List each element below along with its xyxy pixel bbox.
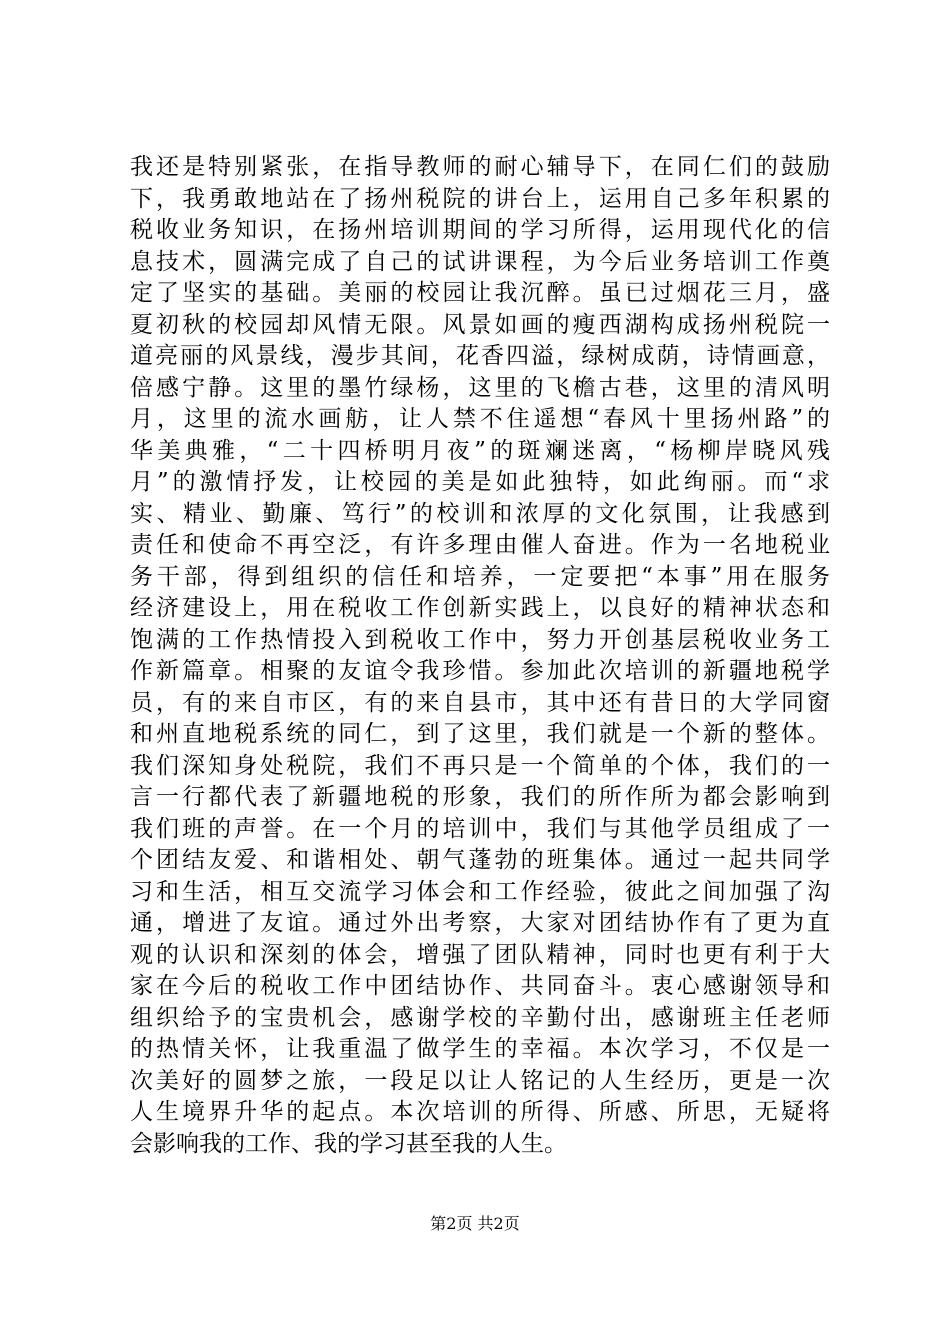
body-paragraph <box>130 152 830 1160</box>
text-line: 家在今后的税收工作中团结协作、共同奋斗。衷心感谢领导和 <box>130 973 830 999</box>
text-line: 我还是特别紧张，在指导教师的耐心辅导下，在同仁们的鼓励 <box>130 154 830 180</box>
text-line: 定了坚实的基础。美丽的校园让我沉醉。虽已过烟花三月，盛 <box>130 280 830 306</box>
text-line: 习和生活，相互交流学习体会和工作经验，彼此之间加强了沟 <box>130 878 830 905</box>
text-line: 息技术，圆满完成了自己的试讲课程，为今后业务培训工作奠 <box>130 248 830 275</box>
text-line: 和州直地税系统的同仁，到了这里，我们就是一个新的整体。 <box>130 721 830 747</box>
text-line: 我们班的声誉。在一个月的培训中，我们与其他学员组成了一 <box>130 815 830 842</box>
text-line: 倍感宁静。这里的墨竹绿杨，这里的飞檐古巷，这里的清风明 <box>130 374 830 401</box>
text-line: 华美典雅，“二十四桥明月夜”的斑斓迷离，“杨柳岸晓风残 <box>130 437 830 464</box>
text-line: 责任和使命不再空泛，有许多理由催人奋进。作为一名地税业 <box>130 532 830 558</box>
text-line: 务干部，得到组织的信任和培养，一定要把“本事”用在服务 <box>130 563 830 590</box>
text-line: 夏初秋的校园却风情无限。风景如画的瘦西湖构成扬州税院一 <box>130 311 830 338</box>
text-line: 次美好的圆梦之旅，一段足以让人铭记的人生经历，更是一次 <box>130 1067 830 1094</box>
text-line: 个团结友爱、和谐相处、朝气蓬勃的班集体。通过一起共同学 <box>130 847 830 873</box>
text-line: 道亮丽的风景线，漫步其间，花香四溢，绿树成荫，诗情画意， <box>130 343 830 369</box>
text-line: 组织给予的宝贵机会，感谢学校的辛勤付出，感谢班主任老师 <box>130 1004 830 1031</box>
text-line: 月”的激情抒发，让校园的美是如此独特，如此绚丽。而“求 <box>130 469 830 495</box>
text-line: 作新篇章。相聚的友谊令我珍惜。参加此次培训的新疆地税学 <box>130 658 830 684</box>
text-line: 会影响我的工作、我的学习甚至我的人生。 <box>130 1130 567 1157</box>
text-line: 税收业务知识，在扬州培训期间的学习所得，运用现代化的信 <box>130 217 830 243</box>
text-line: 经济建设上，用在税收工作创新实践上，以良好的精神状态和 <box>130 595 830 621</box>
text-line: 饱满的工作热情投入到税收工作中，努力开创基层税收业务工 <box>130 626 830 653</box>
text-line: 人生境界升华的起点。本次培训的所得、所感、所思，无疑将 <box>130 1099 830 1125</box>
text-line: 我们深知身处税院，我们不再只是一个简单的个体，我们的一 <box>130 752 830 779</box>
text-line: 言一行都代表了新疆地税的形象，我们的所作所为都会影响到 <box>130 784 830 810</box>
page-number-footer: 第2页 共2页 <box>430 1214 520 1233</box>
text-line: 员，有的来自市区，有的来自县市，其中还有昔日的大学同窗 <box>130 689 830 716</box>
text-line: 的热情关怀，让我重温了做学生的幸福。本次学习，不仅是一 <box>130 1036 830 1062</box>
text-line: 观的认识和深刻的体会，增强了团队精神，同时也更有利于大 <box>130 941 830 968</box>
text-line: 下，我勇敢地站在了扬州税院的讲台上，运用自己多年积累的 <box>130 185 830 212</box>
text-line: 月，这里的流水画舫，让人禁不住遥想“春风十里扬州路”的 <box>130 406 830 432</box>
text-line: 实、精业、勤廉、笃行”的校训和浓厚的文化氛围，让我感到 <box>130 500 830 527</box>
text-line: 通，增进了友谊。通过外出考察，大家对团结协作有了更为直 <box>130 910 830 936</box>
